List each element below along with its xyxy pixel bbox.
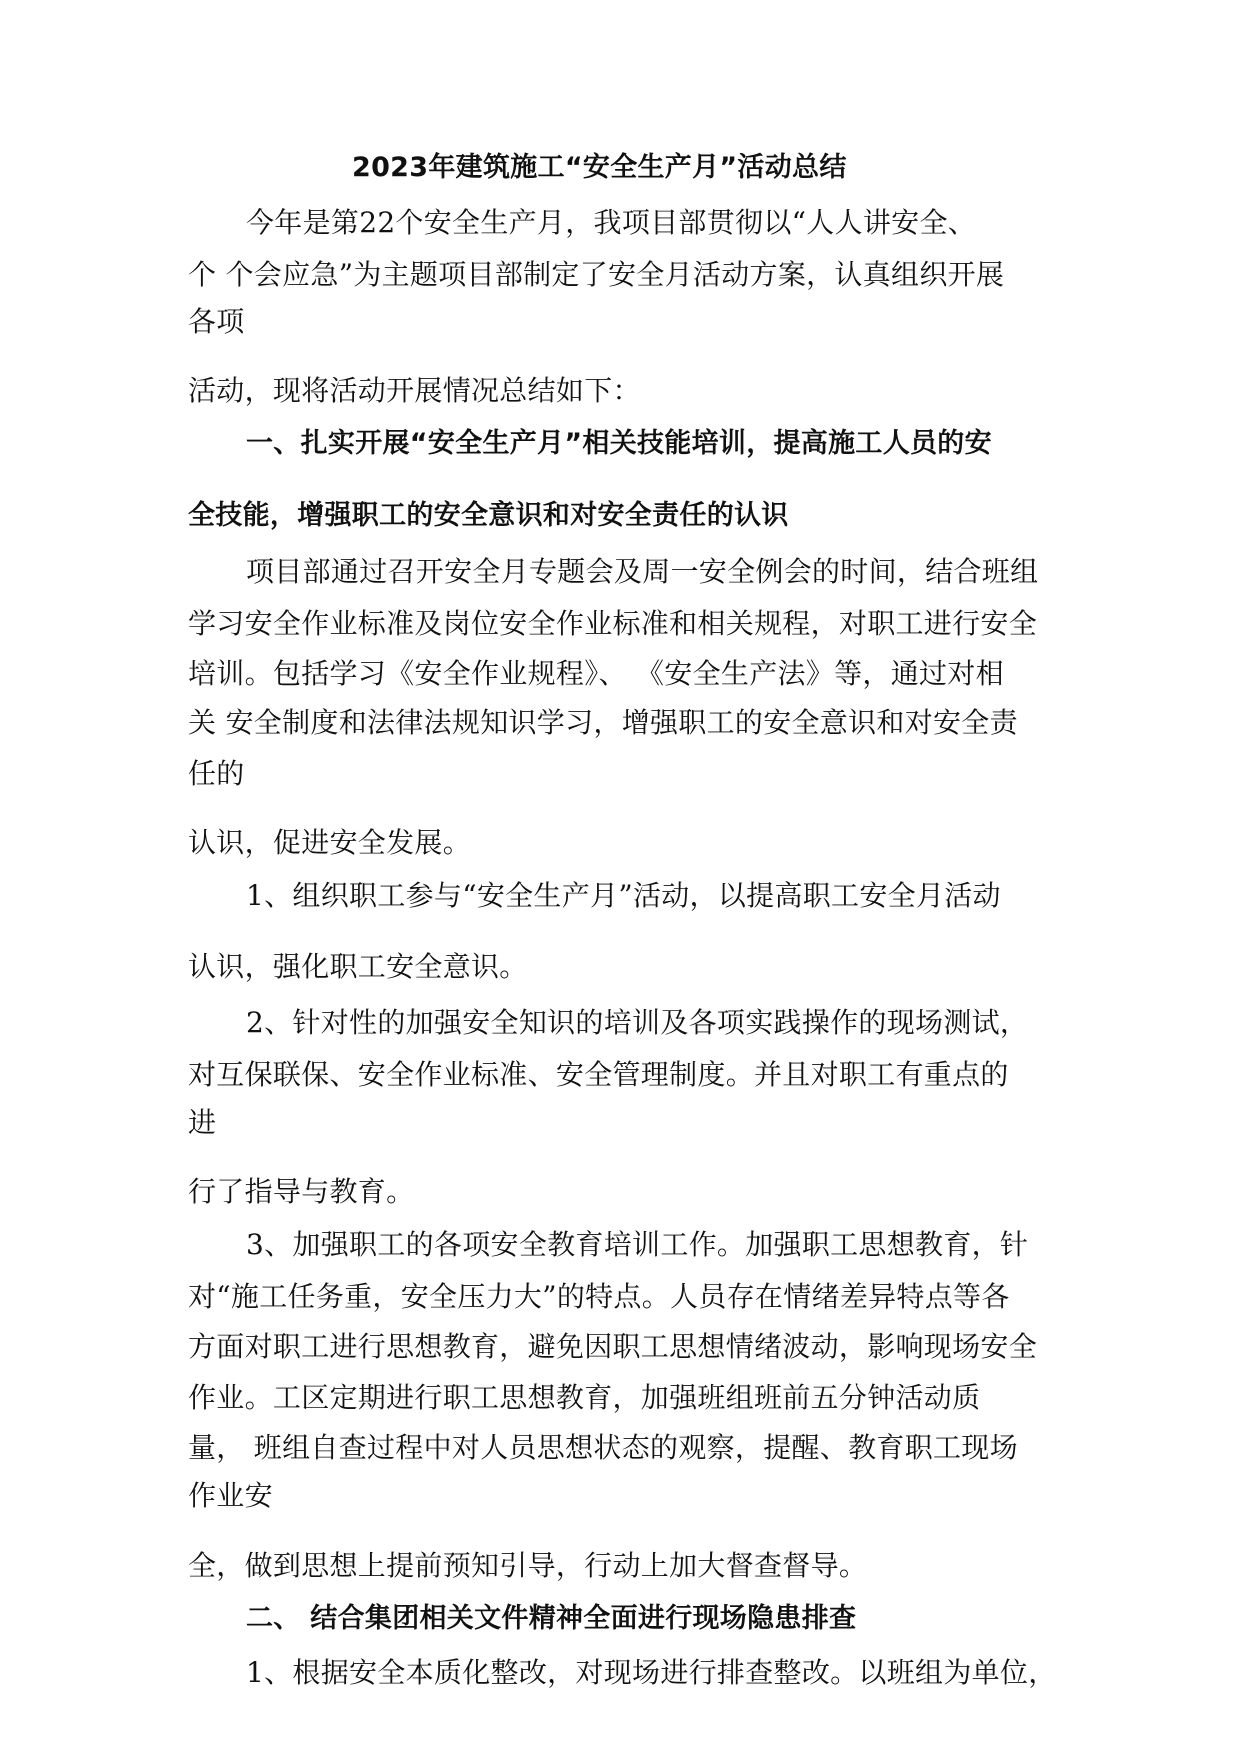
paragraph-line: 认识，强化职工安全意识。 <box>188 950 528 983</box>
list-item: 3、加强职工的各项安全教育培训工作。加强职工思想教育，针 <box>246 1228 1029 1261</box>
list-item: 1、根据安全本质化整改，对现场进行排查整改。以班组为单位， <box>246 1656 1057 1689</box>
paragraph-line: 任的 <box>188 757 245 790</box>
paragraph-line: 关 安全制度和法律法规知识学习，增强职工的安全意识和对安全责 <box>188 706 1018 739</box>
paragraph-line: 行了指导与教育。 <box>188 1175 415 1208</box>
paragraph-line: 进 <box>188 1106 217 1139</box>
section-heading: 二、 结合集团相关文件精神全面进行现场隐患排查 <box>246 1603 857 1634</box>
paragraph-line: 作业。工区定期进行职工思想教育，加强班组班前五分钟活动质 <box>188 1381 981 1414</box>
paragraph-line: 认识，促进安全发展。 <box>188 826 472 859</box>
paragraph-line: 对互保联保、安全作业标准、安全管理制度。并且对职工有重点的 <box>188 1058 1009 1091</box>
paragraph-line: 全，做到思想上提前预知引导，行动上加大督查督导。 <box>188 1549 868 1582</box>
paragraph-line: 各项 <box>188 305 245 338</box>
paragraph-line: 量， 班组自查过程中对人员思想状态的观察，提醒、教育职工现场 <box>188 1431 1018 1464</box>
paragraph-line: 活动，现将活动开展情况总结如下： <box>188 374 641 407</box>
list-item: 1、组织职工参与“安全生产月”活动，以提高职工安全月活动 <box>246 879 1001 912</box>
paragraph-line: 方面对职工进行思想教育，避免因职工思想情绪波动，影响现场安全 <box>188 1330 1038 1363</box>
list-item: 2、针对性的加强安全知识的培训及各项实践操作的现场测试， <box>246 1006 1029 1039</box>
paragraph-line: 培训。包括学习《安全作业规程》、 《安全生产法》等，通过对相 <box>188 657 1004 690</box>
section-heading: 一、扎实开展“安全生产月”相关技能培训，提高施工人员的安 <box>246 428 992 459</box>
section-heading: 全技能，增强职工的安全意识和对安全责任的认识 <box>188 500 789 531</box>
paragraph-line: 学习安全作业标准及岗位安全作业标准和相关规程，对职工进行安全 <box>188 607 1038 640</box>
paragraph-line: 个 个会应急”为主题项目部制定了安全月活动方案，认真组织开展 <box>188 258 1005 291</box>
document-title: 2023年建筑施工“安全生产月”活动总结 <box>352 152 847 183</box>
paragraph-line: 今年是第22个安全生产月，我项目部贯彻以“人人讲安全、 <box>246 206 977 239</box>
paragraph-line: 作业安 <box>188 1479 273 1512</box>
paragraph-line: 项目部通过召开安全月专题会及周一安全例会的时间，结合班组 <box>246 555 1039 588</box>
paragraph-line: 对“施工任务重，安全压力大”的特点。人员存在情绪差异特点等各 <box>188 1280 1010 1313</box>
